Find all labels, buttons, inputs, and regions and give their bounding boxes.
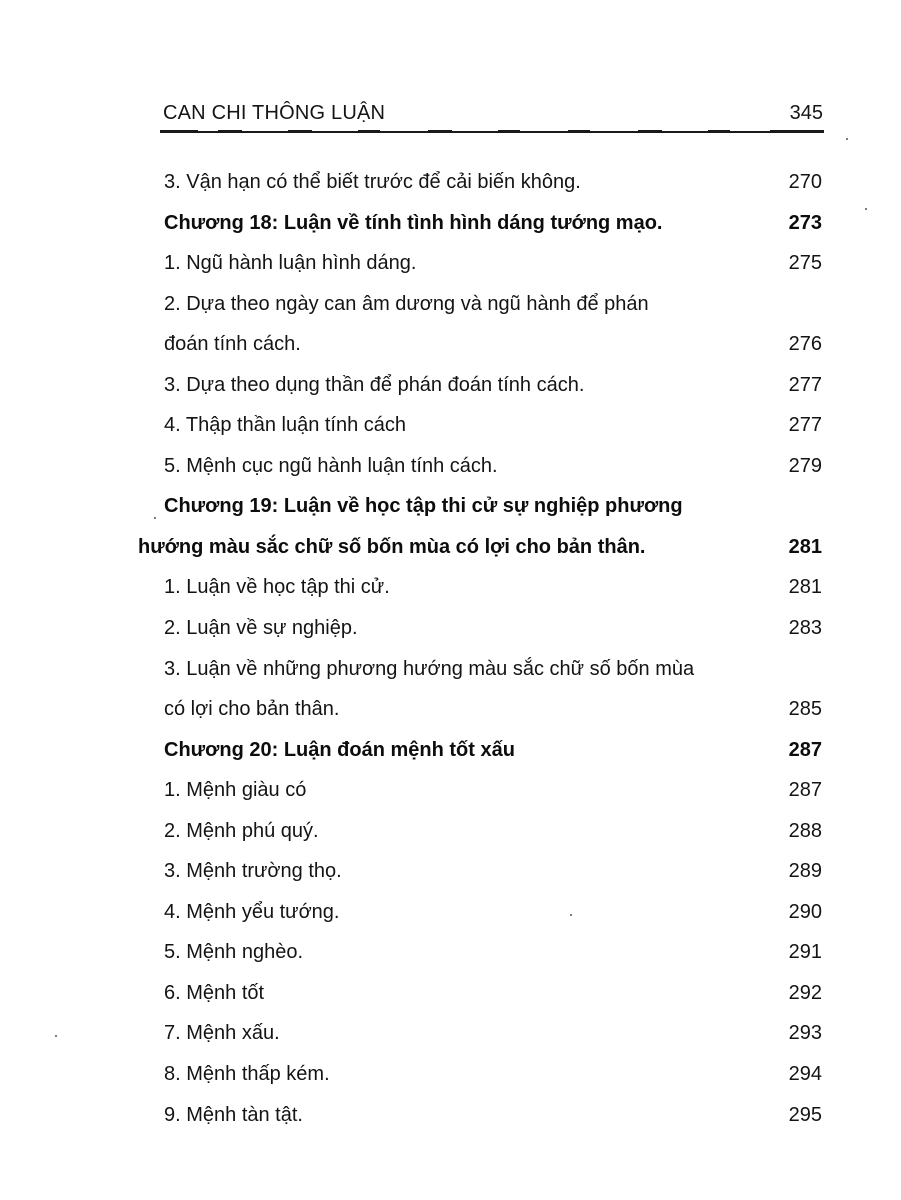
toc-entry <box>0 932 901 973</box>
toc-entry-title: 3. Mệnh trường thọ. <box>164 860 342 883</box>
toc-entry-page: 276 <box>788 333 822 356</box>
toc-entry-page: 294 <box>788 1063 822 1086</box>
toc-chapter-title: Chương 20: Luận đoán mệnh tốt xấu <box>164 738 515 761</box>
toc-entry <box>0 608 901 649</box>
toc-chapter <box>0 203 901 244</box>
running-head <box>163 102 823 130</box>
toc-entry <box>0 770 901 811</box>
toc-entry-page: 277 <box>788 414 822 437</box>
toc-chapter <box>0 486 901 527</box>
toc-entry-title: 3. Vận hạn có thể biết trước để cải biến không. <box>164 171 581 193</box>
toc-entry <box>0 162 901 203</box>
toc-entry-title: đoán tính cách. <box>164 333 301 356</box>
book-title: CAN CHI THÔNG LUẬN <box>163 102 386 124</box>
toc-entry-title: 3. Luận về những phương hướng màu sắc chữ số bốn mùa <box>164 657 695 680</box>
toc-entry-page: 288 <box>788 819 822 842</box>
toc-entry-title: 9. Mệnh tàn tật. <box>164 1103 303 1126</box>
toc-chapter <box>0 730 901 771</box>
toc-entry <box>0 811 901 852</box>
toc-entry-page: 283 <box>788 617 822 640</box>
toc-entry <box>0 892 901 933</box>
toc-entry-page: 285 <box>788 698 822 721</box>
toc-chapter-title: hướng màu sắc chữ số bốn mùa có lợi cho bản thân. <box>138 535 646 558</box>
toc-entry-title: 2. Luận về sự nghiệp. <box>164 617 358 640</box>
toc-entry <box>0 365 901 406</box>
scan-speck <box>865 208 867 210</box>
toc-entry-title: 5. Mệnh nghèo. <box>164 941 303 964</box>
toc-entry <box>0 284 901 325</box>
scan-speck <box>846 138 848 140</box>
scan-speck <box>55 1035 57 1037</box>
toc-entry <box>0 1013 901 1054</box>
toc-entry <box>0 1054 901 1095</box>
toc-entry-page: 281 <box>788 576 822 599</box>
toc-entry-page: 291 <box>788 941 822 964</box>
toc-chapter-title: Chương 18: Luận về tính tình hình dáng tướng mạo. <box>164 211 663 234</box>
toc-entry-title: 4. Mệnh yểu tướng. <box>164 900 340 923</box>
scan-speck <box>570 914 572 916</box>
toc-chapter-continuation <box>0 527 901 568</box>
toc-entry-title: 1. Ngũ hành luận hình dáng. <box>164 252 417 275</box>
toc-entry-page: 295 <box>788 1103 822 1126</box>
toc-entry-title: 3. Dựa theo dụng thần để phán đoán tính cách. <box>164 373 585 396</box>
toc-entry <box>0 567 901 608</box>
toc-entry-title: 8. Mệnh thấp kém. <box>164 1063 330 1086</box>
toc-entry-title: 4. Thập thần luận tính cách <box>164 414 407 437</box>
toc-entry-title: 5. Mệnh cục ngũ hành luận tính cách. <box>164 454 498 477</box>
toc-chapter-page: 273 <box>788 211 822 234</box>
toc-entry <box>0 851 901 892</box>
toc-entry-title: 2. Mệnh phú quý. <box>164 819 319 842</box>
toc-chapter-page: 281 <box>788 535 822 558</box>
toc-entry-page: 275 <box>788 252 822 275</box>
toc-entry-page: 279 <box>788 454 822 477</box>
toc-entry-page: 292 <box>788 981 822 1004</box>
toc-entry-title: 7. Mệnh xấu. <box>164 1022 280 1045</box>
toc-entry-title: 1. Mệnh giàu có <box>164 779 307 802</box>
toc-entry-continuation <box>0 689 901 730</box>
toc-entry <box>0 243 901 284</box>
scan-speck <box>154 517 156 519</box>
toc-entry-title: 6. Mệnh tốt <box>164 981 265 1004</box>
toc-entry <box>0 446 901 487</box>
toc-entry-page: 293 <box>788 1022 822 1045</box>
page-number: 345 <box>789 102 823 124</box>
toc-entry-title: 1. Luận về học tập thi cử. <box>164 576 390 599</box>
toc-entry <box>0 405 901 446</box>
toc-entry-page: 289 <box>788 860 822 883</box>
toc-entry-page: 270 <box>788 171 822 193</box>
toc-entry <box>0 973 901 1014</box>
header-rule <box>160 131 824 133</box>
toc-entry-title: 2. Dựa theo ngày can âm dương và ngũ hành để phán <box>164 292 649 315</box>
toc-entry-page: 290 <box>788 900 822 923</box>
toc-entry-title: có lợi cho bản thân. <box>164 698 340 721</box>
toc-entry <box>0 649 901 690</box>
toc-chapter-page: 287 <box>788 738 822 761</box>
toc-chapter-title: Chương 19: Luận về học tập thi cử sự nghiệp phương <box>164 495 683 518</box>
table-of-contents <box>0 162 901 1135</box>
toc-entry-continuation <box>0 324 901 365</box>
toc-entry <box>0 1095 901 1136</box>
toc-entry-page: 277 <box>788 373 822 396</box>
toc-entry-page: 287 <box>788 779 822 802</box>
